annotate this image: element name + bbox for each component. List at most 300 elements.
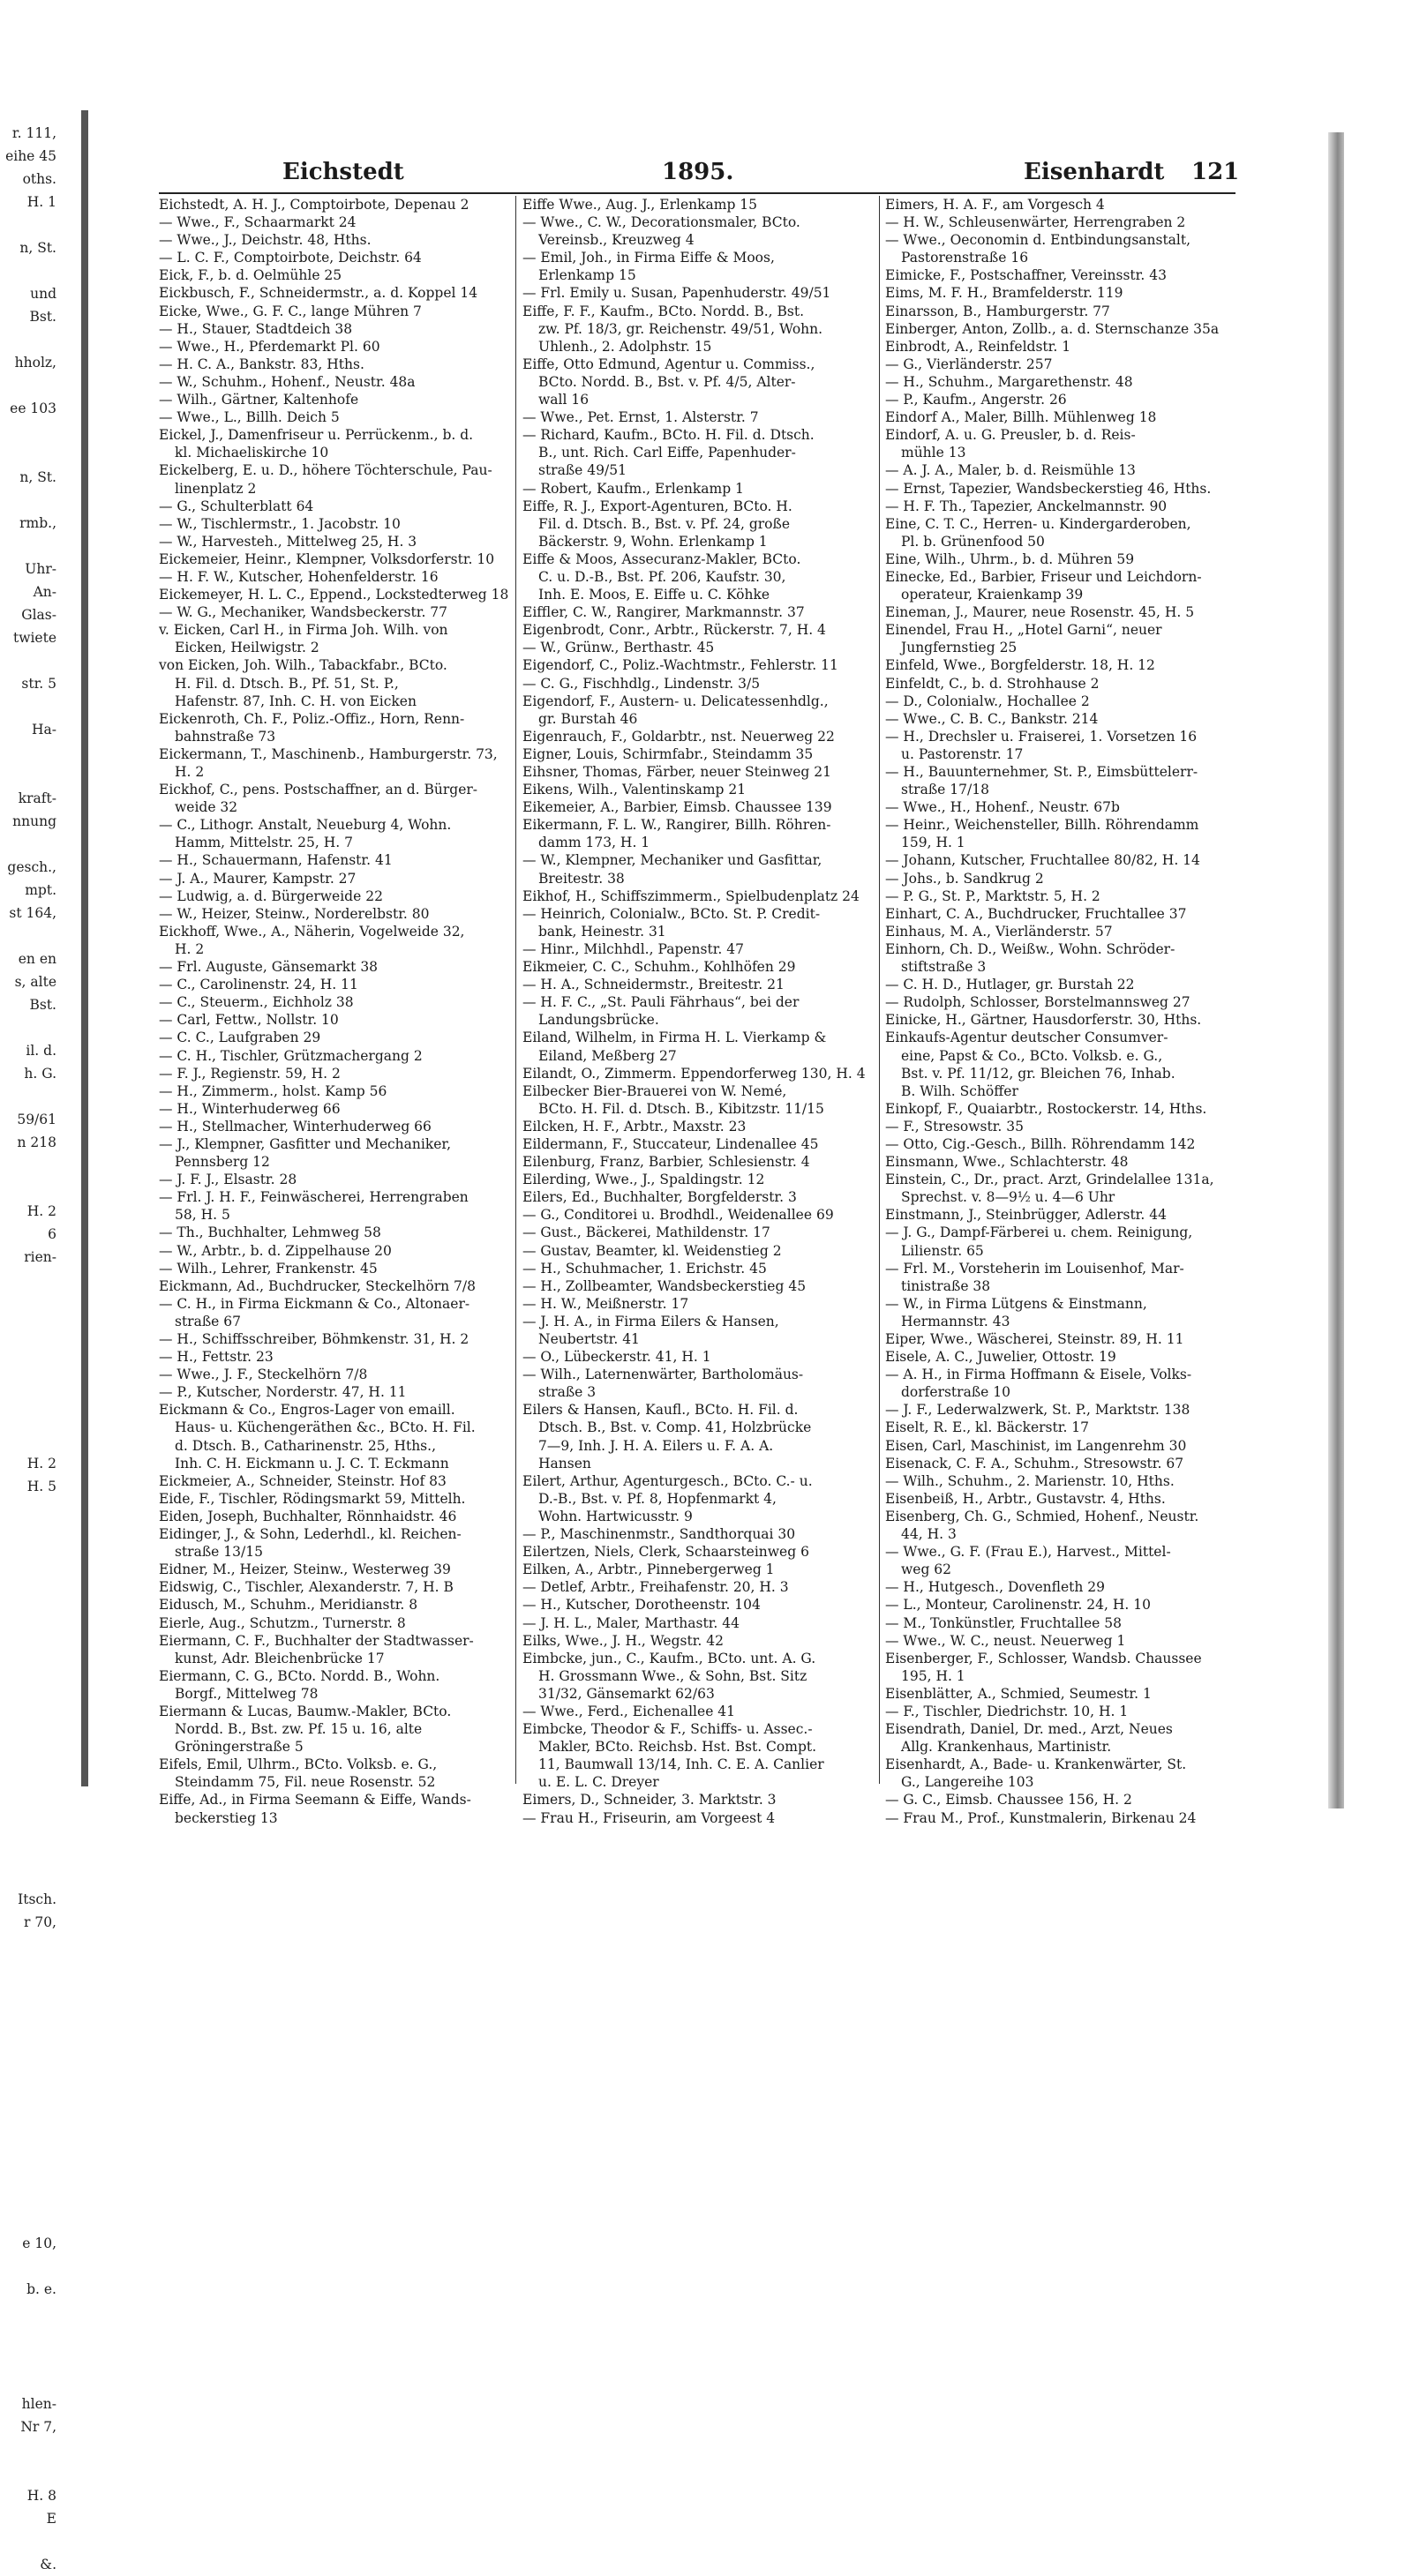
directory-entry-line: — L., Monteur, Carolinenstr. 24, H. 10 (885, 1597, 1151, 1614)
directory-entry-line: Eickhoff, Wwe., A., Näherin, Vogelweide 32, (159, 923, 465, 940)
left-page-fragment-line (0, 1498, 62, 1521)
directory-entry-line: stiftstraße 3 (901, 959, 987, 976)
directory-entry-line: Eiermann, C. F., Buchhalter der Stadtwasser- (159, 1632, 474, 1649)
directory-entry-line: Eilenburg, Franz, Barbier, Schlesienstr. 4 (522, 1154, 810, 1171)
directory-entry-line: — C. H. D., Hutlager, gr. Burstah 22 (885, 977, 1135, 993)
left-page-fragment-line: str. 5 (21, 676, 56, 692)
directory-entry-line: Eilken, A., Arbtr., Pinnebergerweg 1 (522, 1561, 775, 1578)
directory-entry-line: zw. Pf. 18/3, gr. Reichenstr. 49/51, Wohn. (538, 320, 823, 337)
left-page-fragment-line (0, 2324, 62, 2347)
directory-entry-line: — H., Zollbeamter, Wandsbeckerstieg 45 (522, 1277, 807, 1294)
directory-entry-line: Eickermann, T., Maschinenb., Hamburgerstr. 73, (159, 745, 498, 762)
directory-entry-line: mühle 13 (901, 445, 966, 461)
directory-entry-line: Steindamm 75, Fil. neue Rosenstr. 52 (175, 1774, 436, 1791)
directory-entry-line: BCto. Nordd. B., Bst. v. Pf. 4/5, Alter- (538, 373, 796, 390)
left-page-fragment-line (0, 2117, 62, 2140)
directory-entry-line: — Heinr., Weichensteller, Billh. Röhrendamm (885, 817, 1199, 834)
left-page-fragment-line (0, 695, 62, 718)
left-page-fragment-line (0, 1406, 62, 1429)
left-page-fragment-line (0, 1314, 62, 1337)
directory-entry-line: straße 3 (538, 1384, 597, 1401)
directory-entry-line: Breitestr. 38 (538, 870, 625, 887)
left-page-fragment-line (0, 2438, 62, 2461)
directory-entry-line: Eisenblätter, A., Schmied, Seumestr. 1 (885, 1685, 1152, 1702)
directory-entry-line: wall 16 (538, 392, 590, 408)
left-page-fragment-line (0, 833, 62, 856)
directory-entry-line: operateur, Kraienkamp 39 (901, 587, 1084, 603)
directory-entry-line: — P., Kaufm., Angerstr. 26 (885, 392, 1067, 408)
left-page-fragment-line: n, St. (19, 240, 56, 256)
left-page-fragment-line: H. 2 (26, 1456, 56, 1471)
directory-entry-line: Eisendrath, Daniel, Dr. med., Arzt, Neues (885, 1721, 1173, 1738)
directory-entry-line: Eickemeier, Heinr., Klempner, Volksdorferstr. 10 (159, 550, 495, 567)
directory-entry-line: 44, H. 3 (901, 1526, 957, 1543)
left-page-fragment-line: h. G. (24, 1066, 56, 1082)
directory-entry-line: Eickenroth, Ch. F., Poliz.-Offiz., Horn, Renn- (159, 710, 465, 727)
directory-entry-line: Eilertzen, Niels, Clerk, Schaarsteinweg 6 (522, 1544, 809, 1561)
left-page-fragment-line: Glas- (21, 607, 56, 623)
directory-entry-line: — Frl. M., Vorsteherin im Louisenhof, Mar- (885, 1260, 1184, 1277)
directory-entry-line: — Wwe., Oeconomin d. Entbindungsanstalt, (885, 232, 1191, 249)
directory-entry-line: — G. C., Eimsb. Chaussee 156, H. 2 (885, 1792, 1132, 1808)
left-page-fragment-line: &. (40, 2557, 56, 2572)
left-page-fragment-line: H. 8 (26, 2488, 56, 2504)
left-page-fragment-line (0, 1544, 62, 1567)
directory-entry-line: Hamm, Mittelstr. 25, H. 7 (175, 835, 353, 851)
directory-entry-line: eine, Papst & Co., BCto. Volksb. e. G., (901, 1047, 1163, 1064)
directory-entry-line: Eigner, Louis, Schirmfabr., Steindamm 35 (522, 745, 814, 762)
directory-entry-line: Einhaus, M. A., Vierländerstr. 57 (885, 923, 1113, 940)
directory-entry-line: Jungfernstieg 25 (901, 640, 1018, 656)
directory-entry-line: — Wilh., Schuhm., 2. Marienstr. 10, Hths. (885, 1472, 1175, 1489)
directory-entry-line: Landungsbrücke. (538, 1012, 659, 1029)
left-page-fragment-line (0, 2140, 62, 2163)
left-page-fragment-line: il. d. (26, 1043, 56, 1059)
directory-entry-line: — P. G., St. P., Marktstr. 5, H. 2 (885, 887, 1100, 904)
left-page-fragment-line: hholz, (14, 355, 56, 371)
directory-entry-line: Bäckerstr. 9, Wohn. Erlenkamp 1 (538, 533, 768, 550)
left-page-fragment-line (0, 1016, 62, 1039)
directory-entry-line: Makler, BCto. Reichsb. Hst. Bst. Compt. (538, 1739, 817, 1756)
directory-entry-line: Eierle, Aug., Schutzm., Turnerstr. 8 (159, 1614, 406, 1631)
directory-entry-line: Nordd. B., Bst. zw. Pf. 15 u. 16, alte (175, 1721, 423, 1738)
directory-entry-line: Eikmeier, C. C., Schuhm., Kohlhöfen 29 (522, 959, 796, 976)
directory-entry-line: Eiffe Wwe., Aug. J., Erlenkamp 15 (522, 197, 758, 213)
directory-entry-line: G., Langereihe 103 (901, 1774, 1034, 1791)
directory-entry-line: Eimbcke, jun., C., Kaufm., BCto. unt. A. G. (522, 1650, 816, 1666)
left-page-fragment-line: kraft- (18, 790, 56, 806)
directory-entry-line: — W., Klempner, Mechaniker und Gasfittar, (522, 852, 822, 869)
directory-entry-line: Eildermann, F., Stuccateur, Lindenallee 45 (522, 1135, 819, 1152)
directory-entry-line: — Johs., b. Sandkrug 2 (885, 870, 1044, 887)
directory-entry-line: Einendel, Frau H., „Hotel Garni“, neuer (885, 622, 1162, 639)
directory-entry-line: — H., Stauer, Stadtdeich 38 (159, 320, 353, 337)
directory-entry-line: B. Wilh. Schöffer (901, 1082, 1018, 1099)
directory-entry-line: — G., Schulterblatt 64 (159, 498, 314, 514)
directory-entry-line: straße 13/15 (175, 1544, 263, 1561)
directory-entry-line: — W., Schuhm., Hohenf., Neustr. 48a (159, 373, 416, 390)
left-page-fragment-line (0, 420, 62, 443)
directory-entry-line: Einarsson, B., Hamburgerstr. 77 (885, 303, 1110, 319)
directory-entry-line: Borgf., Mittelweg 78 (175, 1685, 319, 1702)
left-page-fragment-line: Itsch. (18, 1891, 56, 1907)
left-page-fragment-line (0, 213, 62, 236)
directory-entry-line: — Otto, Cig.-Gesch., Billh. Röhrendamm 142 (885, 1135, 1196, 1152)
directory-entry-line: u. Pastorenstr. 17 (901, 745, 1024, 762)
directory-entry-line: Pl. b. Grünenfood 50 (901, 533, 1045, 550)
directory-entry-line: Eigenbrodt, Conr., Arbtr., Rückerstr. 7, H. 4 (522, 622, 826, 639)
directory-entry-line: Eiffler, C. W., Rangirer, Markmannstr. 37 (522, 604, 805, 621)
left-page-fragment-line (0, 1154, 62, 1177)
left-page-fragment-line (0, 1383, 62, 1406)
directory-entry-line: Einhorn, Ch. D., Weißw., Wohn. Schröder- (885, 940, 1175, 957)
directory-entry-line: — Gustav, Beamter, kl. Weidenstieg 2 (522, 1242, 782, 1259)
left-page-fragment-line: r. 111, (11, 125, 56, 141)
directory-entry-line: d. Dtsch. B., Catharinenstr. 25, Hths., (175, 1437, 436, 1454)
directory-entry-line: Einfeldt, C., b. d. Strohhause 2 (885, 675, 1100, 692)
left-page-fragment-line: mpt. (25, 882, 56, 898)
directory-entry-line: Eindorf A., Maler, Billh. Mühlenweg 18 (885, 409, 1157, 426)
left-page-fragment-line: An- (33, 584, 56, 600)
directory-entry-line: — H., Bauunternehmer, St. P., Eimsbüttelerr- (885, 764, 1198, 780)
left-page-fragment-line (0, 1659, 62, 1681)
directory-entry-line: Eichstedt, A. H. J., Comptoirbote, Depenau 2 (159, 197, 469, 213)
directory-entry-line: tinistraße 38 (901, 1277, 991, 1294)
left-page-fragment-line (0, 2026, 62, 2048)
directory-entry-line: H. Grossmann Wwe., & Sohn, Bst. Sitz (538, 1667, 807, 1684)
directory-entry-line: — H. A., Schneidermstr., Breitestr. 21 (522, 977, 785, 993)
directory-entry-line: Eisenberg, Ch. G., Schmied, Hohenf., Neustr. (885, 1508, 1199, 1524)
directory-entry-line: — Ludwig, a. d. Bürgerweide 22 (159, 887, 383, 904)
left-page-fragment-line (0, 2071, 62, 2094)
directory-entry-line: — W., Arbtr., b. d. Zippelhause 20 (159, 1242, 392, 1259)
directory-entry-line: Eiden, Joseph, Buchhalter, Rönnhaidstr. 46 (159, 1508, 457, 1524)
directory-entry-line: — W., in Firma Lütgens & Einstmann, (885, 1295, 1147, 1312)
left-page-fragment-line: rien- (24, 1249, 56, 1265)
directory-entry-line: 159, H. 1 (901, 835, 965, 851)
directory-entry-line: Fil. d. Dtsch. B., Bst. v. Pf. 24, große (538, 515, 791, 532)
left-page-fragment-line (0, 1567, 62, 1590)
directory-entry-line: Eilks, Wwe., J. H., Wegstr. 42 (522, 1632, 724, 1649)
directory-entry-line: — Frl. J. H. F., Feinwäscherei, Herrengraben (159, 1189, 469, 1206)
directory-entry-line: Eickemeyer, H. L. C., Eppend., Lockstedterweg 18 (159, 587, 509, 603)
left-page-fragment-line: eihe 45 (5, 148, 56, 164)
directory-entry-line: Eiland, Meßberg 27 (538, 1047, 677, 1064)
directory-entry-line: — A. J. A., Maler, b. d. Reismühle 13 (885, 462, 1136, 479)
left-page-fragment-line (0, 649, 62, 672)
directory-entry-line: Sprechst. v. 8—9½ u. 4—6 Uhr (901, 1189, 1115, 1206)
left-page-fragment-line: Ha- (32, 722, 56, 738)
directory-entry-line: Eickel, J., Damenfriseur u. Perrückenm., b. d. (159, 427, 474, 444)
directory-entry-line: Eihsner, Thomas, Färber, neuer Steinweg 21 (522, 764, 831, 780)
directory-entry-line: Eims, M. F. H., Bramfelderstr. 119 (885, 285, 1123, 302)
column-divider (515, 196, 516, 1784)
left-page-fragment-line (0, 1842, 62, 1865)
directory-entry-line: straße 49/51 (538, 462, 627, 479)
directory-entry-line: — Johann, Kutscher, Fruchtallee 80/82, H. 14 (885, 852, 1200, 869)
directory-entry-line: — J. A., Maurer, Kampstr. 27 (159, 870, 357, 887)
directory-entry-line: Lilienstr. 65 (901, 1242, 984, 1259)
directory-entry-line: Eiffe & Moos, Assecuranz-Makler, BCto. (522, 550, 801, 567)
directory-entry-line: 31/32, Gänsemarkt 62/63 (538, 1685, 715, 1702)
directory-entry-line: H. 2 (175, 764, 205, 780)
directory-entry-line: — P., Maschinenmstr., Sandthorquai 30 (522, 1526, 796, 1543)
directory-entry-line: Uhlenh., 2. Adolphstr. 15 (538, 338, 712, 355)
left-page-fragment-line: hlen- (21, 2396, 56, 2412)
directory-entry-line: Eineman, J., Maurer, neue Rosenstr. 45, H. 5 (885, 604, 1195, 621)
header-right-keyword: Eisenhardt (1024, 159, 1165, 185)
directory-entry-line: beckerstieg 13 (175, 1809, 278, 1826)
directory-entry-line: Eimers, D., Schneider, 3. Marktstr. 3 (522, 1792, 777, 1808)
directory-entry-line: C. u. D.-B., Bst. Pf. 206, Kaufstr. 30, (538, 568, 786, 585)
left-page-fragment-line: e 10, (22, 2235, 56, 2251)
directory-entry-line: Eisenberger, F., Schlosser, Wandsb. Chaussee (885, 1650, 1202, 1666)
left-page-fragment-line (0, 1957, 62, 1980)
directory-entry-line: Eikens, Wilh., Valentinskamp 21 (522, 782, 747, 798)
directory-entry-line: — C. H., in Firma Eickmann & Co., Altonaer- (159, 1295, 470, 1312)
directory-entry-line: — J. H. L., Maler, Marthastr. 44 (522, 1614, 740, 1631)
directory-entry-line: — Wwe., L., Billh. Deich 5 (159, 409, 340, 426)
directory-entry-line: — H., Drechsler u. Fraiserei, 1. Vorsetzen 16 (885, 728, 1198, 745)
directory-entry-line: — Robert, Kaufm., Erlenkamp 1 (522, 480, 744, 497)
directory-entry-line: Eimbcke, Theodor & F., Schiffs- u. Assec.- (522, 1721, 813, 1738)
directory-entry-line: — G., Conditorei u. Brodhdl., Weidenallee 69 (522, 1207, 834, 1224)
directory-entry-line: Hafenstr. 87, Inh. C. H. von Eicken (175, 693, 417, 709)
left-page-fragment-line (0, 1337, 62, 1360)
left-page-fragment-line (0, 1636, 62, 1659)
directory-entry-line: — Detlef, Arbtr., Freihafenstr. 20, H. 3 (522, 1579, 789, 1596)
left-page-fragment-line: oths. (22, 171, 56, 187)
directory-entry-line: — H. F. W., Kutscher, Hohenfelderstr. 16 (159, 568, 439, 585)
directory-entry-line: — Wwe., G. F. (Frau E.), Harvest., Mittel- (885, 1544, 1171, 1561)
directory-entry-line: — H., Hutgesch., Dovenfleth 29 (885, 1579, 1105, 1596)
directory-entry-line: Einberger, Anton, Zollb., a. d. Sternschanze 35a (885, 320, 1220, 337)
directory-entry-line: — C. C., Laufgraben 29 (159, 1030, 321, 1046)
directory-entry-line: Einstmann, J., Steinbrügger, Adlerstr. 44 (885, 1207, 1167, 1224)
left-page-fragment-line (0, 2461, 62, 2484)
directory-entry-line: Eide, F., Tischler, Rödingsmarkt 59, Mittelh. (159, 1490, 466, 1507)
directory-entry-line: B., unt. Rich. Carl Eiffe, Papenhuder- (538, 445, 796, 461)
directory-entry-line: Einstein, C., Dr., pract. Arzt, Grindelallee 131a, (885, 1172, 1214, 1188)
directory-entry-line: Eine, Wilh., Uhrm., b. d. Mühren 59 (885, 550, 1135, 567)
directory-entry-line: — F., Tischler, Diedrichstr. 10, H. 1 (885, 1703, 1129, 1719)
directory-entry-line: Bst. v. Pf. 11/12, gr. Bleichen 76, Inhab. (901, 1065, 1175, 1082)
directory-entry-line: — O., Lübeckerstr. 41, H. 1 (522, 1349, 711, 1366)
directory-entry-line: Inh. E. Moos, E. Eiffe u. C. Köhke (538, 587, 770, 603)
directory-entry-line: — Rudolph, Schlosser, Borstelmannsweg 27 (885, 994, 1190, 1011)
directory-entry-line: — H., Zimmerm., holst. Kamp 56 (159, 1082, 387, 1099)
left-page-fragment-line (0, 1177, 62, 1200)
page-number: 121 (1191, 159, 1240, 185)
directory-entry-line: Einsmann, Wwe., Schlachterstr. 48 (885, 1154, 1129, 1171)
left-page-fragment-line: en en (18, 951, 56, 967)
directory-entry-line: Pastorenstraße 16 (901, 250, 1029, 266)
left-page-fragment-line (0, 1681, 62, 1704)
directory-entry-line: — H. W., Meißnerstr. 17 (522, 1295, 689, 1312)
directory-entry-line: — C., Steuerm., Eichholz 38 (159, 994, 354, 1011)
directory-entry-line: — Heinrich, Colonialw., BCto. St. P. Credit- (522, 905, 821, 922)
directory-entry-line: — Gust., Bäckerei, Mathildenstr. 17 (522, 1224, 770, 1241)
directory-entry-line: weide 32 (175, 799, 238, 816)
directory-entry-line: — D., Colonialw., Hochallee 2 (885, 693, 1090, 709)
left-page-fragment-line: und (30, 286, 56, 302)
directory-entry-line: Eigenrauch, F., Goldarbtr., nst. Neuerweg 22 (522, 728, 835, 745)
left-page-fragment-line (0, 1773, 62, 1796)
directory-entry-line: Eilandt, O., Zimmerm. Eppendorferweg 130, H. 4 (522, 1065, 866, 1082)
left-page-fragment-line: nnung (12, 813, 56, 829)
directory-entry-line: Eidner, M., Heizer, Steinw., Westerweg 39 (159, 1561, 451, 1578)
left-page-fragment-line (0, 1613, 62, 1636)
left-page-fragment-line: 6 (48, 1226, 56, 1242)
directory-entry-line: Eikhof, H., Schiffszimmerm., Spielbudenplatz 24 (522, 887, 860, 904)
directory-entry-line: — W., Heizer, Steinw., Norderelbstr. 80 (159, 905, 430, 922)
left-page-fragment-line: H. 5 (26, 1479, 56, 1494)
directory-entry-line: Allg. Krankenhaus, Martinistr. (901, 1739, 1112, 1756)
directory-entry-line: — Hinr., Milchhdl., Papenstr. 47 (522, 940, 744, 957)
directory-entry-line: — Ernst, Tapezier, Wandsbeckerstieg 46, Hths. (885, 480, 1212, 497)
directory-entry-line: — H. W., Schleusenwärter, Herrengraben 2 (885, 214, 1186, 231)
directory-entry-line: — L. C. F., Comptoirbote, Deichstr. 64 (159, 250, 422, 266)
running-header (150, 159, 1240, 194)
directory-entry-line: — Wilh., Laternenwärter, Bartholomäus- (522, 1367, 804, 1383)
left-page-fragment-line: s, alte (14, 974, 56, 990)
directory-column-2 (522, 196, 871, 1827)
directory-entry-line: Eiffe, Otto Edmund, Agentur u. Commiss., (522, 356, 815, 372)
left-page-fragment-line (0, 925, 62, 947)
directory-entry-line: Eindorf, A. u. G. Preusler, b. d. Reis- (885, 427, 1136, 444)
left-page-fragment-line (0, 1269, 62, 1292)
left-page-fragment-line: 59/61 (17, 1112, 56, 1127)
directory-entry-line: — Wwe., Pet. Ernst, 1. Alsterstr. 7 (522, 409, 759, 426)
left-page-fragment-line: n, St. (19, 469, 56, 485)
directory-entry-line: Eilers, Ed., Buchhalter, Borgfelderstr. 3 (522, 1189, 797, 1206)
left-page-fragment-line: n 218 (17, 1134, 56, 1150)
directory-entry-line: — W. G., Mechaniker, Wandsbeckerstr. 77 (159, 604, 448, 621)
directory-entry-line: kl. Michaeliskirche 10 (175, 445, 329, 461)
left-page-fragment-line: Nr 7, (20, 2419, 56, 2435)
directory-entry-line: Vereinsb., Kreuzweg 4 (538, 232, 695, 249)
left-page-fragment-line (0, 1796, 62, 1819)
directory-entry-line: Einecke, Ed., Barbier, Friseur und Leichdorn- (885, 568, 1202, 585)
directory-entry-line: Eikermann, F. L. W., Rangirer, Billh. Röhren- (522, 817, 831, 834)
left-page-fragment-line (0, 1727, 62, 1750)
directory-entry-line: Hansen (538, 1455, 591, 1471)
directory-entry-line: — Emil, Joh., in Firma Eiffe & Moos, (522, 250, 775, 266)
left-page-fragment-line (0, 1704, 62, 1727)
directory-entry-line: kunst, Adr. Bleichenbrücke 17 (175, 1650, 385, 1666)
directory-entry-line: 58, H. 5 (175, 1207, 230, 1224)
directory-entry-line: Inh. C. H. Eickmann u. J. C. T. Eckmann (175, 1455, 449, 1471)
directory-entry-line: — H. F. C., „St. Pauli Fährhaus“, bei der (522, 994, 800, 1011)
directory-entry-line: — Richard, Kaufm., BCto. H. Fil. d. Dtsch. (522, 427, 815, 444)
page-gutter (81, 110, 88, 1786)
directory-entry-line: Eidusch, M., Schuhm., Meridianstr. 8 (159, 1597, 418, 1614)
directory-entry-line: — Th., Buchhalter, Lehmweg 58 (159, 1224, 381, 1241)
left-page-fragment-line (0, 1292, 62, 1314)
directory-entry-line: — Wwe., Ferd., Eichenallee 41 (522, 1703, 736, 1719)
directory-entry-line: Eisenack, C. F. A., Schuhm., Stresowstr. 67 (885, 1455, 1184, 1471)
directory-entry-line: — J. F., Lederwalzwerk, St. P., Marktstr. 138 (885, 1402, 1190, 1419)
directory-entry-line: Eisen, Carl, Maschinist, im Langenrehm 30 (885, 1437, 1187, 1454)
left-page-fragment-line (0, 1429, 62, 1452)
directory-entry-line: Eickbusch, F., Schneidermstr., a. d. Koppel 14 (159, 285, 478, 302)
left-page-fragment-line: Bst. (29, 309, 56, 325)
directory-entry-line: — Wwe., J., Deichstr. 48, Hths. (159, 232, 372, 249)
directory-entry-line: H. 2 (175, 940, 205, 957)
directory-entry-line: Eilert, Arthur, Agenturgesch., BCto. C.- u. (522, 1472, 813, 1489)
left-page-fragment-line (0, 1085, 62, 1108)
left-page-fragment-line (0, 1980, 62, 2003)
directory-entry-line: Eiffe, F. F., Kaufm., BCto. Nordd. B., Bst. (522, 303, 804, 319)
directory-entry-line: Gröningerstraße 5 (175, 1739, 304, 1756)
left-page-fragment-line (0, 1750, 62, 1773)
left-page-fragment-line: Uhr- (25, 561, 56, 577)
directory-entry-line: Eick, F., b. d. Oelmühle 25 (159, 267, 342, 284)
directory-entry-line: — Wwe., H., Pferdemarkt Pl. 60 (159, 338, 380, 355)
directory-column-1 (159, 196, 507, 1827)
directory-entry-line: H. Fil. d. Dtsch. B., Pf. 51, St. P., (175, 675, 399, 692)
directory-entry-line: Eimers, H. A. F., am Vorgesch 4 (885, 197, 1105, 213)
directory-entry-line: Eiffe, R. J., Export-Agenturen, BCto. H. (522, 498, 792, 514)
left-page-fragment-line: H. 2 (26, 1203, 56, 1219)
directory-entry-line: Eickelberg, E. u. D., höhere Töchterschule, Pau- (159, 462, 492, 479)
directory-entry-line: Eiermann & Lucas, Baumw.-Makler, BCto. (159, 1703, 452, 1719)
left-page-fragment-line (0, 2209, 62, 2232)
directory-entry-line: Wohn. Hartwicusstr. 9 (538, 1508, 693, 1524)
left-page-fragment (0, 122, 62, 2572)
directory-entry-line: — Wilh., Gärtner, Kaltenhofe (159, 392, 359, 408)
column-divider (879, 196, 880, 1784)
directory-entry-line: Eicke, Wwe., G. F. C., lange Mühren 7 (159, 303, 422, 319)
left-page-fragment-line: ee 103 (10, 401, 56, 416)
directory-entry-line: straße 17/18 (901, 782, 989, 798)
directory-entry-line: — A. H., in Firma Hoffmann & Eisele, Volks- (885, 1367, 1192, 1383)
directory-entry-line: Eifels, Emil, Ulhrm., BCto. Volksb. e. G., (159, 1756, 438, 1773)
directory-entry-line: — C. G., Fischhdlg., Lindenstr. 3/5 (522, 675, 761, 692)
directory-entry-line: Eidswig, C., Tischler, Alexanderstr. 7, H. B (159, 1579, 454, 1596)
directory-entry-line: von Eicken, Joh. Wilh., Tabackfabr., BCto. (159, 657, 447, 674)
directory-entry-line: — Wwe., W. C., neust. Neuerweg 1 (885, 1632, 1126, 1649)
directory-entry-line: Pennsberg 12 (175, 1154, 270, 1171)
directory-entry-line: — Carl, Fettw., Nollstr. 10 (159, 1012, 339, 1029)
directory-entry-line: Eigendorf, C., Poliz.-Wachtmstr., Fehlerstr. 11 (522, 657, 838, 674)
directory-entry-line: linenplatz 2 (175, 480, 257, 497)
directory-entry-line: — F. J., Regienstr. 59, H. 2 (159, 1065, 341, 1082)
directory-entry-line: — W., Grünw., Berthastr. 45 (522, 640, 715, 656)
directory-entry-line: Hermannstr. 43 (901, 1313, 1010, 1329)
directory-entry-line: Eiffe, Ad., in Firma Seemann & Eiffe, Wands- (159, 1792, 471, 1808)
directory-entry-line: — Wwe., F., Schaarmarkt 24 (159, 214, 357, 231)
directory-entry-line: — H., Fettstr. 23 (159, 1349, 274, 1366)
directory-entry-line: — W., Tischlermstr., 1. Jacobstr. 10 (159, 515, 401, 532)
directory-entry-line: — Wwe., J. F., Steckelhörn 7/8 (159, 1367, 368, 1383)
directory-entry-line: bahnstraße 73 (175, 728, 276, 745)
directory-entry-line: Eickmann & Co., Engros-Lager von emaill. (159, 1402, 455, 1419)
directory-entry-line: — Frau H., Friseurin, am Vorgeest 4 (522, 1809, 776, 1826)
directory-entry-line: — C., Lithogr. Anstalt, Neueburg 4, Wohn. (159, 817, 452, 834)
left-page-fragment-line (0, 489, 62, 512)
left-page-fragment-line: st 164, (9, 905, 56, 921)
left-page-fragment-line (0, 535, 62, 558)
directory-entry-line: Eickmeier, A., Schneider, Steinstr. Hof 83 (159, 1472, 447, 1489)
directory-entry-line: — H., Schiffsschreiber, Böhmkenstr. 31, H. 2 (159, 1331, 469, 1347)
left-page-fragment-line (0, 1360, 62, 1383)
directory-entry-line: — Wwe., C. B. C., Bankstr. 214 (885, 710, 1099, 727)
directory-entry-line: — H. F. Th., Tapezier, Anckelmannstr. 90 (885, 498, 1168, 514)
directory-entry-line: — J. G., Dampf-Färberei u. chem. Reinigung, (885, 1224, 1193, 1241)
directory-entry-line: Neubertstr. 41 (538, 1331, 640, 1347)
directory-entry-line: — P., Kutscher, Norderstr. 47, H. 11 (159, 1384, 407, 1401)
